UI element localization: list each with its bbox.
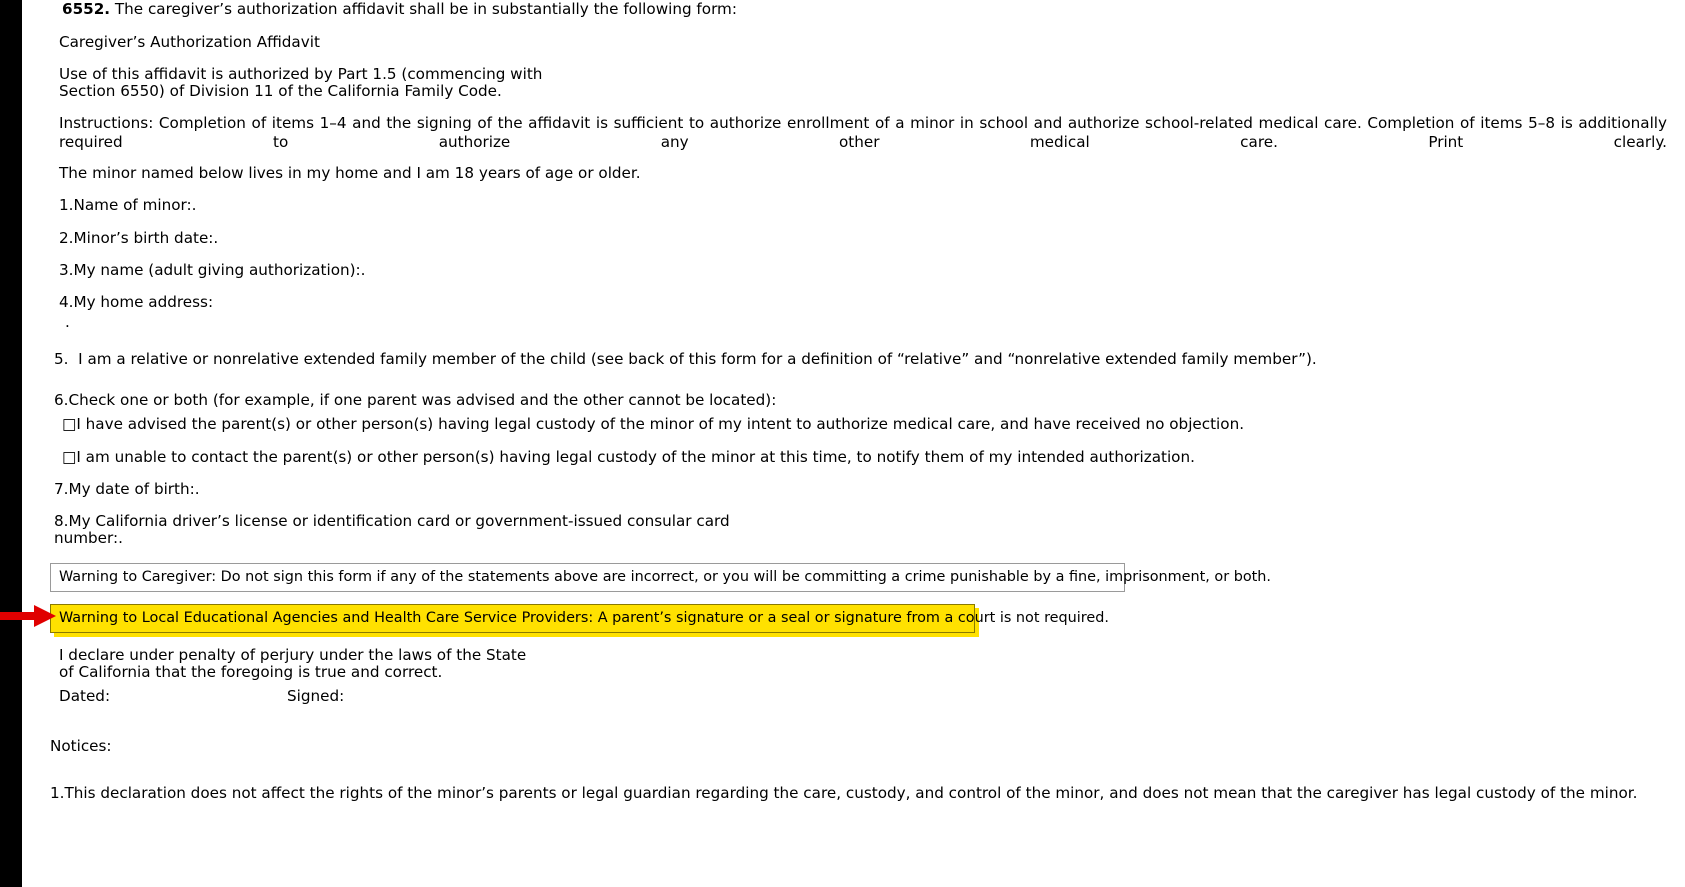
- item-8-number-line: number:.: [54, 529, 123, 547]
- item-4-address-blank: .: [65, 313, 70, 331]
- item-7-my-date-of-birth: 7.My date of birth:.: [54, 480, 200, 498]
- declaration-line-1: I declare under penalty of perjury under the laws of the State: [59, 646, 527, 664]
- checkbox-icon[interactable]: □: [62, 415, 77, 433]
- authorization-line-2: Section 6550) of Division 11 of the California Family Code.: [59, 82, 502, 100]
- signed-label: Signed:: [287, 687, 345, 705]
- checkbox-row-unable-to-contact: [62, 448, 1195, 466]
- dated-label: Dated:: [59, 687, 111, 705]
- warning-to-agencies-box-highlighted: Warning to Local Educational Agencies and Health Care Service Providers: A parent’s signature or a seal or signature from a court is not required.: [50, 604, 975, 633]
- section-heading: [62, 0, 737, 18]
- section-number: 6552.: [62, 0, 111, 18]
- item-3-my-name: 3.My name (adult giving authorization):.: [59, 261, 366, 279]
- checkbox-label-unable-to-contact: I am unable to contact the parent(s) or other person(s) having legal custody of the minor at this time, to notify them of my intended authorization.: [76, 448, 1195, 466]
- item-6-check-one-or-both: 6.Check one or both (for example, if one parent was advised and the other cannot be located):: [54, 391, 777, 409]
- document-sheet: [22, 0, 1685, 887]
- instructions-paragraph: Instructions: Completion of items 1–4 and the signing of the affidavit is sufficient to authorize enrollment of a minor in school and authorize school-related medical care. Completion of items 5–8 is additionally required to authorize any other medical care. Print clearly.: [59, 114, 1667, 151]
- item-1-name-of-minor: 1.Name of minor:.: [59, 196, 197, 214]
- item-5-relative-statement: 5. I am a relative or nonrelative extended family member of the child (see back of this form for a definition of “relative” and “nonrelative extended family member”).: [54, 350, 1317, 368]
- notice-1: 1.This declaration does not affect the rights of the minor’s parents or legal guardian regarding the care, custody, and control of the minor, and does not mean that the caregiver has legal custody of the minor.: [50, 784, 1638, 802]
- item-2-minor-birth-date: 2.Minor’s birth date:.: [59, 229, 219, 247]
- warning-to-caregiver-box: Warning to Caregiver: Do not sign this form if any of the statements above are incorrect, or you will be committing a crime punishable by a fine, imprisonment, or both.: [50, 563, 1125, 592]
- red-arrow-right-icon: [0, 603, 56, 629]
- item-4-home-address: 4.My home address:: [59, 293, 214, 311]
- checkbox-label-advised-parents: I have advised the parent(s) or other person(s) having legal custody of the minor of my intent to authorize medical care, and have received no objection.: [76, 415, 1245, 433]
- form-title: Caregiver’s Authorization Affidavit: [59, 33, 320, 51]
- item-8-license-card: 8.My California driver’s license or identification card or government-issued consular card: [54, 512, 730, 530]
- residency-statement: The minor named below lives in my home and I am 18 years of age or older.: [59, 164, 641, 182]
- checkbox-row-advised-parents: [62, 415, 1244, 433]
- notices-heading: Notices:: [50, 737, 112, 755]
- declaration-line-2: of California that the foregoing is true and correct.: [59, 663, 443, 681]
- section-lead-text: The caregiver’s authorization affidavit shall be in substantially the following form:: [114, 0, 737, 18]
- checkbox-icon[interactable]: □: [62, 448, 77, 466]
- authorization-line-1: Use of this affidavit is authorized by Part 1.5 (commencing with: [59, 65, 543, 83]
